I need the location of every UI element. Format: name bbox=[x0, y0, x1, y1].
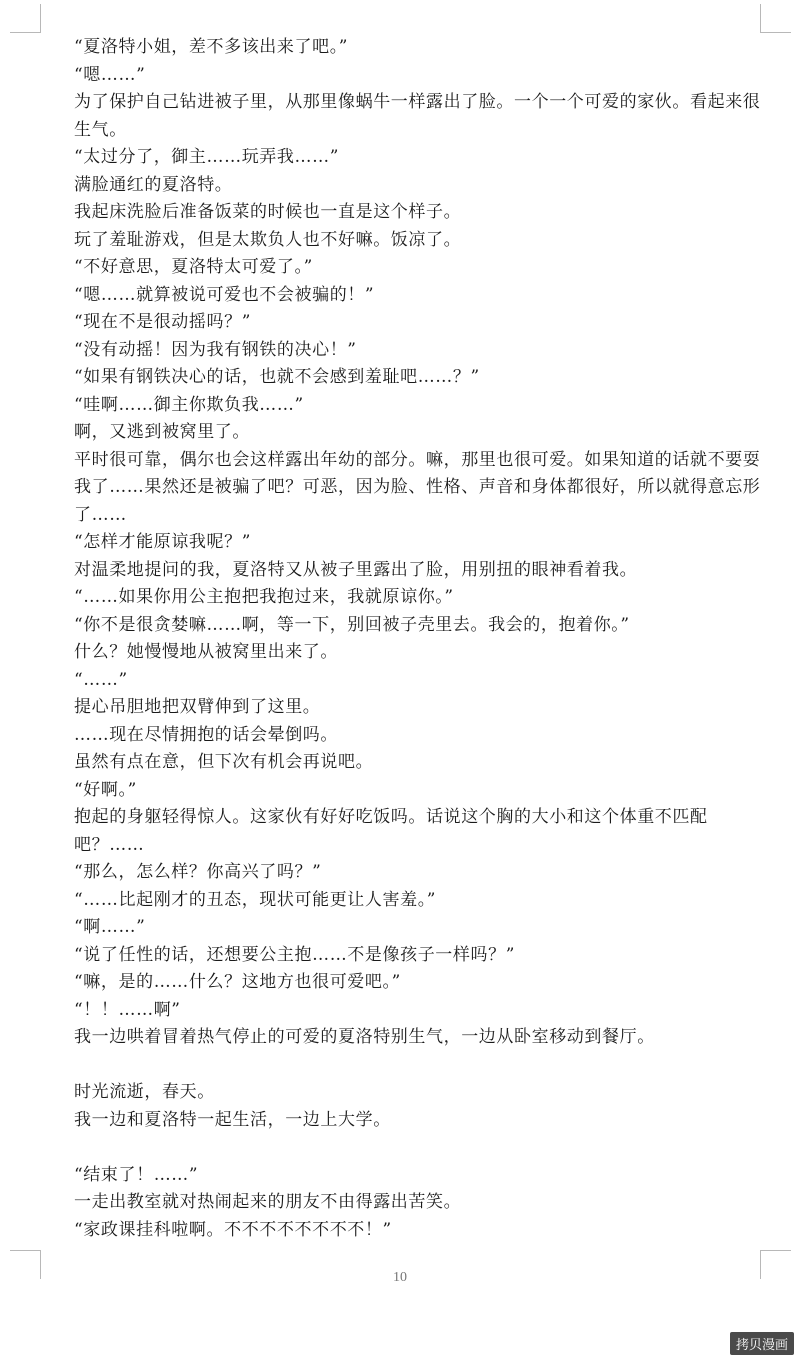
paragraph: “现在不是很动摇吗？” bbox=[74, 312, 251, 332]
paragraph: “怎样才能原谅我呢？” bbox=[74, 532, 251, 552]
paragraph: 我一边和夏洛特一起生活，一边上大学。 bbox=[74, 1109, 391, 1130]
paragraph-spacer bbox=[74, 1052, 764, 1080]
body-text bbox=[74, 34, 764, 1244]
paragraph: “说了任性的话，还想要公主抱……不是像孩子一样吗？” bbox=[74, 944, 515, 965]
paragraph: “夏洛特小姐，差不多该出来了吧。” bbox=[74, 37, 349, 57]
paragraph: 什么？她慢慢地从被窝里出来了。 bbox=[74, 642, 338, 662]
paragraph: 啊，又逃到被窝里了。 bbox=[74, 422, 250, 442]
paragraph: 对温柔地提问的我，夏洛特又从被子里露出了脸，用别扭的眼神看着我。 bbox=[74, 559, 638, 580]
page-corner-mark-top-left bbox=[10, 4, 41, 33]
paragraph: “！！……啊” bbox=[74, 999, 181, 1020]
paragraph: “啊……” bbox=[74, 917, 146, 937]
paragraph: “没有动摇！因为我有钢铁的决心！” bbox=[74, 339, 357, 360]
paragraph: “好啊。” bbox=[74, 779, 137, 800]
paragraph: “哇啊……御主你欺负我……” bbox=[74, 394, 304, 415]
page-number: 10 bbox=[393, 1270, 407, 1285]
paragraph: 抱起的身躯轻得惊人。这家伙有好好吃饭吗。话说这个胸的大小和这个体重不匹配吧？…… bbox=[74, 807, 708, 855]
paragraph: 我一边哄着冒着热气停止的可爱的夏洛特别生气，一边从卧室移动到餐厅。 bbox=[74, 1027, 655, 1047]
paragraph: “家政课挂科啦啊。不不不不不不不不！” bbox=[74, 1219, 392, 1240]
paragraph: “……比起刚才的丑态，现状可能更让人害羞。” bbox=[74, 889, 437, 910]
paragraph: “……” bbox=[74, 669, 128, 690]
paragraph: “嗯……” bbox=[74, 64, 146, 85]
paragraph: 满脸通红的夏洛特。 bbox=[74, 174, 233, 195]
paragraph: “嘛，是的……什么？这地方也很可爱吧。” bbox=[74, 972, 401, 992]
paragraph: “太过分了，御主……玩弄我……” bbox=[74, 147, 339, 167]
paragraph: 时光流逝，春天。 bbox=[74, 1082, 215, 1102]
page-corner-mark-top-right bbox=[760, 4, 791, 33]
paragraph: “那么，怎么样？你高兴了吗？” bbox=[74, 862, 322, 882]
paragraph: “嗯……就算被说可爱也不会被骗的！” bbox=[74, 284, 375, 305]
paragraph: 玩了羞耻游戏，但是太欺负人也不好嘛。饭凉了。 bbox=[74, 229, 462, 250]
paragraph-spacer bbox=[74, 1134, 764, 1162]
paragraph: “你不是很贪婪嘛……啊，等一下，别回被子壳里去。我会的，抱着你。” bbox=[74, 614, 630, 635]
paragraph: “如果有钢铁决心的话，也就不会感到羞耻吧……？” bbox=[74, 367, 480, 387]
paragraph: “……如果你用公主抱把我抱过来，我就原谅你。” bbox=[74, 587, 454, 607]
paragraph: 为了保护自己钻进被子里，从那里像蜗牛一样露出了脸。一个一个可爱的家伙。看起来很生气。 bbox=[74, 92, 761, 140]
paragraph: 我起床洗脸后准备饭菜的时候也一直是这个样子。 bbox=[74, 202, 462, 222]
paragraph: ……现在尽情拥抱的话会晕倒吗。 bbox=[74, 724, 338, 745]
paragraph: 提心吊胆地把双臂伸到了这里。 bbox=[74, 697, 321, 717]
paragraph: 一走出教室就对热闹起来的朋友不由得露出苦笑。 bbox=[74, 1192, 462, 1212]
paragraph: “结束了！……” bbox=[74, 1164, 199, 1185]
paragraph: 平时很可靠，偶尔也会这样露出年幼的部分。嘛，那里也很可爱。如果知道的话就不要耍我了……果然还是被骗了吧？可恶，因为脸、性格、声音和身体都很好，所以就得意忘形了…… bbox=[74, 449, 761, 525]
paragraph: “不好意思，夏洛特太可爱了。” bbox=[74, 257, 313, 277]
watermark-logo: 拷贝漫画 bbox=[730, 1332, 794, 1355]
paragraph: 虽然有点在意，但下次有机会再说吧。 bbox=[74, 752, 374, 772]
